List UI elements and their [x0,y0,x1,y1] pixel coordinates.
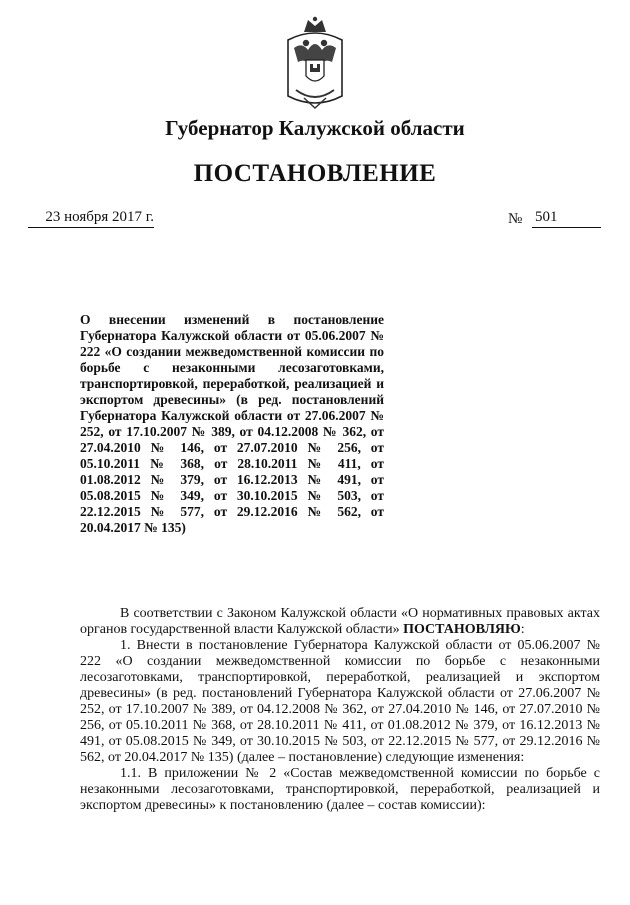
intro-text: В соответствии с Законом Калужской области «О нормативных правовых актах органов государственной власти Калужской области» [80,606,600,637]
decree-word: ПОСТАНОВЛЯЮ [403,622,521,637]
document-type-title: ПОСТАНОВЛЕНИЕ [193,160,437,187]
intro-paragraph [80,606,600,638]
document-number: 501 [532,209,601,228]
issuer-title: Губернатор Калужской области [165,116,465,140]
document-date: 23 ноября 2017 г. [28,209,154,228]
intro-end: : [520,622,525,637]
paragraph-1: 1. Внести в постановление Губернатора Калужской области от 05.06.2007 № 222 «О создании межведомственной комиссии по борьбе с незаконными лесозаготовками, транспортировкой, переработкой, реализацией и экспортом древесины» (в ред. постановлений Губернатора Калужской области от 27.06.2007 № 252, от 17.10.2007 № 389, от 04.12.2008 № 362, от 27.04.2010 № 146, от 27.07.2010 № 256, от 05.10.2011 № 368, от 28.10.2011 № 411, от 01.08.2012 № 379, от 16.12.2013 № 491, от 05.08.2015 № 349, от 30.10.2015 № 503, от 22.12.2015 № 577, от 29.12.2016 № 562, от 20.04.2017 № 135) (далее – постановление) следующие изменения: [80,638,600,765]
document-body [80,606,600,814]
coat-of-arms-icon [284,16,346,112]
number-sign: № [508,211,523,227]
document-subject: О внесении изменений в постановление Губернатора Калужской области от 05.06.2007 № 222 «О создании межведомственной комиссии по борьбе с незаконными лесозаготовками, транспортировкой, переработкой, реализацией и экспортом древесины» (в ред. постановлений Губернатора Калужской области от 27.06.2007 № 252, от 17.10.2007 № 389, от 04.12.2008 № 362, от 27.04.2010 № 146, от 27.07.2010 № 256, от 05.10.2011 № 368, от 28.10.2011 № 411, от 01.08.2012 № 379, от 16.12.2013 № 491, от 05.08.2015 № 349, от 30.10.2015 № 503, от 22.12.2015 № 577, от 29.12.2016 № 562, от 20.04.2017 № 135) [80,312,384,535]
paragraph-1-1: 1.1. В приложении № 2 «Состав межведомственной комиссии по борьбе с незаконными лесозаготовками, транспортировкой, переработкой, реализацией и экспортом древесины» к постановлению (далее – состав комиссии): [80,766,600,813]
